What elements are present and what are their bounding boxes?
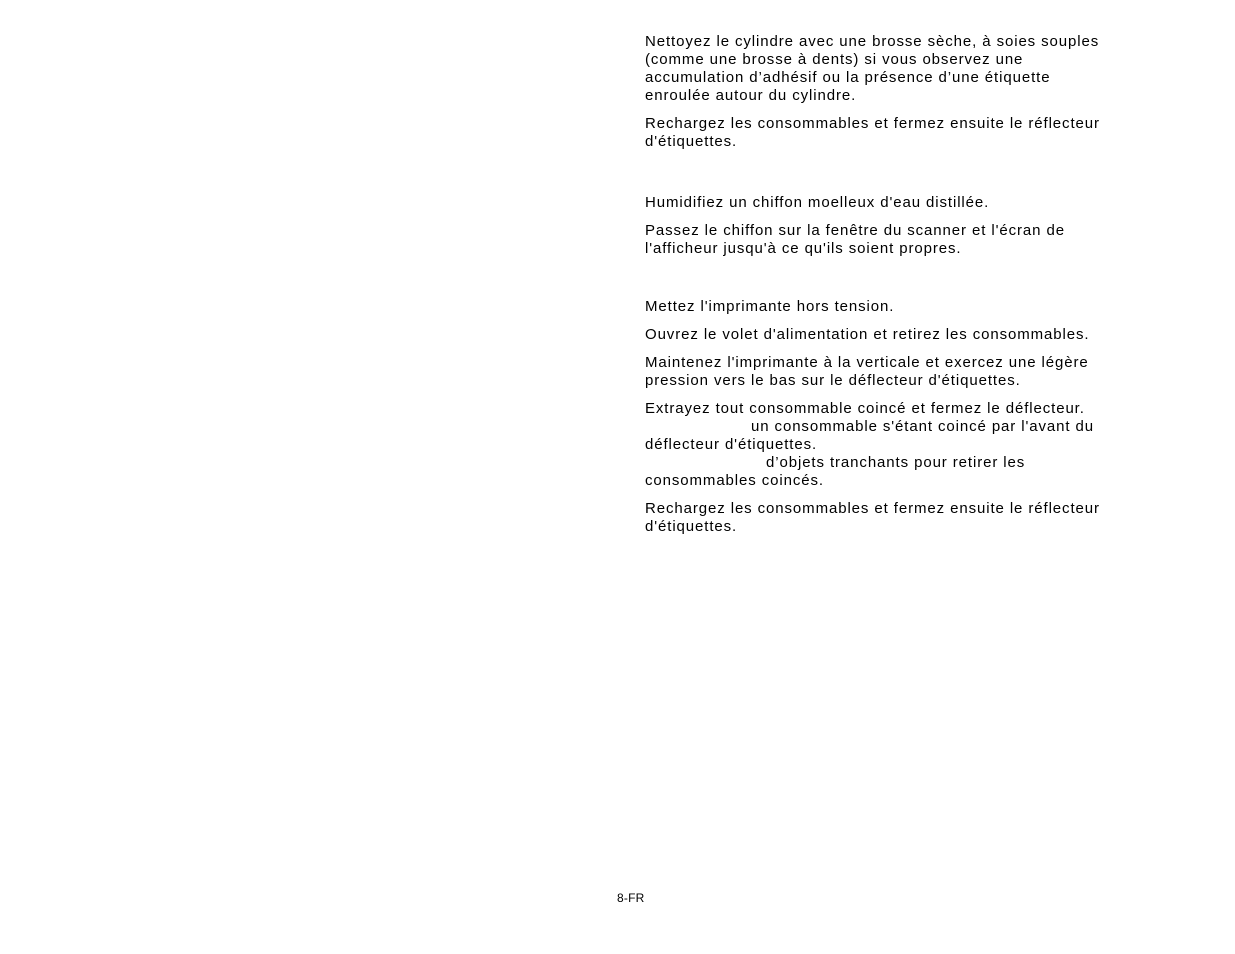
paragraph-clean-roller: Nettoyez le cylindre avec une brosse sèche, à soies souples (comme une brosse à dents) si vous observez une accumulation d’adhésif ou la présence d’une étiquette enroulée autour du cylindre. xyxy=(645,33,1100,104)
paragraph-power-off: Mettez l'imprimante hors tension. xyxy=(645,298,895,315)
paragraph-open-door: Ouvrez le volet d'alimentation et retirez les consommables. xyxy=(645,326,1090,343)
section-clear-jams xyxy=(645,298,1145,536)
paragraph-hold-printer: Maintenez l'imprimante à la verticale et exercez une légère pression vers le bas sur le déflecteur d'étiquettes. xyxy=(645,354,1089,389)
paragraph-remove-jam: Extrayez tout consommable coincé et fermez le déflecteur. un consommable s'étant coincé par l'avant du déflecteur d'étiquettes. d’objets tranchants pour retirer les consommables coincés. xyxy=(645,400,1095,489)
paragraph-wipe-window: Passez le chiffon sur la fenêtre du scanner et l'écran de l'afficheur jusqu'à ce qu'ils soient propres. xyxy=(645,222,1065,257)
instructions-column xyxy=(645,33,1145,536)
paragraph-reload-supplies-final: Rechargez les consommables et fermez ensuite le réflecteur d'étiquettes. xyxy=(645,500,1100,535)
section-platen-cleaning xyxy=(645,33,1145,151)
paragraph-moisten-cloth: Humidifiez un chiffon moelleux d'eau distillée. xyxy=(645,194,990,211)
paragraph-reload-supplies: Rechargez les consommables et fermez ensuite le réflecteur d'étiquettes. xyxy=(645,115,1100,150)
page-number: 8-FR xyxy=(617,891,645,905)
section-scanner-cleaning xyxy=(645,194,1145,258)
